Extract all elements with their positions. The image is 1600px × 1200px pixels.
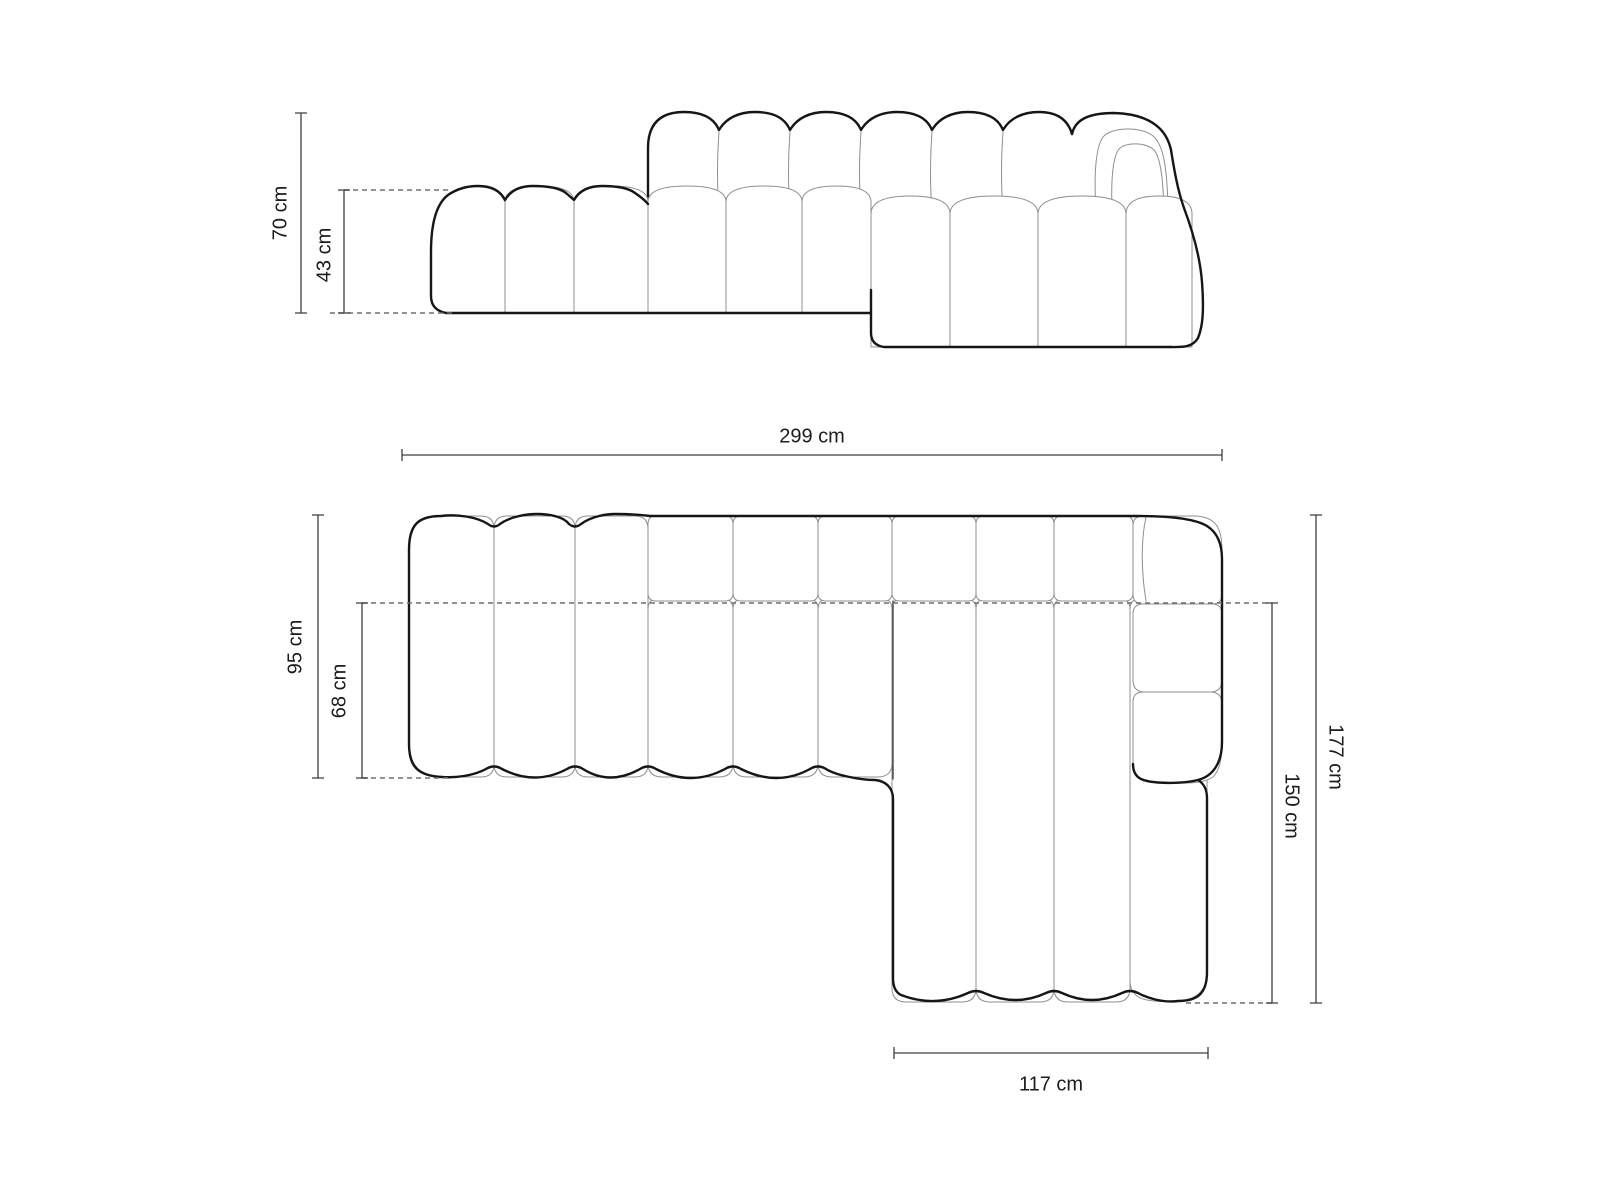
dim-line-chaise-depth — [1266, 603, 1278, 1003]
plan-seat-module — [818, 599, 892, 777]
dim-label-chaise-width: 117 cm — [1018, 1073, 1084, 1096]
dim-label-chaise-depth: 150 cm — [1280, 773, 1303, 839]
seat-cushion — [648, 186, 726, 313]
left-arm-cushion — [431, 186, 505, 313]
plan-armrest-module — [1133, 516, 1222, 604]
dim-line-seat-height — [338, 190, 350, 313]
dim-label-total-depth: 177 cm — [1324, 724, 1347, 790]
plan-chaise-module — [976, 599, 1054, 1002]
chaise-cushion — [950, 196, 1038, 347]
plan-left-module — [494, 516, 575, 777]
plan-chaise-module — [1054, 599, 1130, 1002]
plan-left-module — [575, 516, 648, 777]
dim-label-body-depth: 95 cm — [284, 619, 307, 675]
plan-left-modules — [409, 516, 648, 777]
dim-line-total-depth — [1310, 515, 1322, 1003]
plan-left-module — [409, 516, 494, 777]
chaise-cushions-front — [871, 196, 1192, 347]
seat-cushions-front — [431, 186, 871, 313]
dim-line-seat-depth — [356, 603, 368, 778]
seat-cushion — [505, 186, 574, 313]
plan-backrest-module — [733, 516, 818, 601]
seat-cushion — [726, 186, 802, 313]
plan-backrest-module — [1054, 516, 1133, 601]
seat-cushion — [802, 186, 871, 313]
plan-armrest-module — [1133, 604, 1222, 692]
plan-backrest-module — [818, 516, 892, 601]
plan-seat-module — [733, 599, 818, 777]
plan-armrest-module — [1133, 692, 1222, 783]
chaise-cushion — [871, 196, 950, 347]
dim-line-total-height — [295, 113, 307, 313]
dim-label-seat-depth: 68 cm — [328, 663, 351, 719]
seat-cushion — [574, 186, 648, 313]
top-plan-view — [284, 425, 1346, 1095]
plan-backrest-module — [648, 516, 733, 601]
plan-seat-modules — [648, 599, 892, 777]
dim-label-total-width: 299 cm — [779, 425, 845, 448]
plan-backrest-band — [648, 516, 1133, 601]
plan-armrest-modules — [1133, 516, 1222, 783]
plan-backrest-module — [976, 516, 1054, 601]
dim-line-chaise-width — [894, 1047, 1208, 1059]
dim-label-seat-height: 43 cm — [313, 227, 336, 283]
chaise-cushion — [1126, 196, 1192, 347]
front-view-dimensions — [269, 113, 452, 313]
dim-line-body-depth — [312, 515, 324, 778]
plan-backrest-module — [892, 516, 976, 601]
front-elevation-view — [269, 112, 1203, 347]
plan-seat-module — [648, 599, 733, 777]
plan-chaise-module — [892, 599, 976, 1002]
chaise-cushion — [1038, 196, 1126, 347]
dim-line-total-width — [402, 449, 1222, 461]
dim-label-total-height: 70 cm — [269, 185, 292, 241]
